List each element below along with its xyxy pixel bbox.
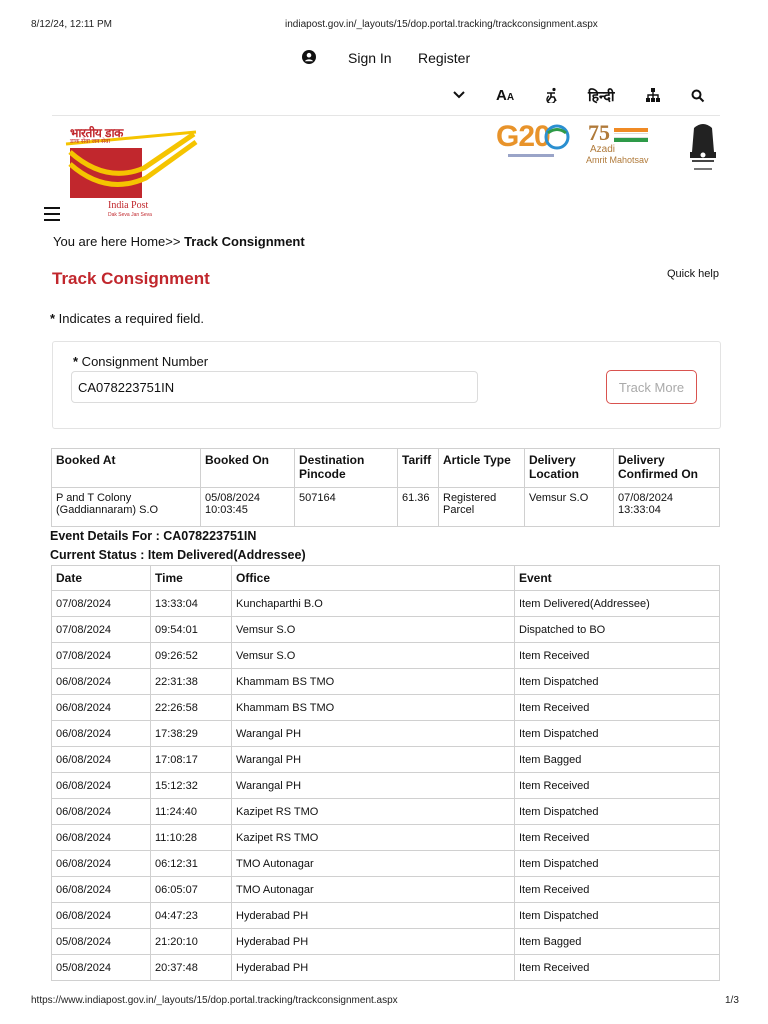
event-row	[52, 799, 720, 825]
event-time: 17:08:17	[151, 747, 232, 773]
g20-logo	[494, 120, 570, 164]
summary-header-cell: Destination Pincode	[295, 449, 398, 488]
header-divider	[52, 115, 720, 116]
event-date: 05/08/2024	[52, 955, 151, 981]
consignment-number-label	[73, 354, 208, 369]
account-icon[interactable]	[302, 50, 316, 64]
azadi-number: 75	[588, 120, 610, 145]
event-description: Item Received	[515, 825, 720, 851]
required-asterisk: *	[50, 311, 56, 326]
event-details-table	[51, 565, 720, 981]
register-link[interactable]: Register	[418, 50, 471, 66]
event-description: Item Delivered(Addressee)	[515, 591, 720, 617]
azadi-stripe-green	[614, 138, 648, 142]
text-size-icon[interactable]	[496, 87, 514, 104]
summary-header-cell: Booked On	[201, 449, 295, 488]
event-date: 06/08/2024	[52, 695, 151, 721]
event-row	[52, 695, 720, 721]
text-size-label: A	[496, 87, 507, 104]
event-date: 06/08/2024	[52, 747, 151, 773]
event-row	[52, 929, 720, 955]
event-office: Vemsur S.O	[232, 617, 515, 643]
summary-header-cell: Delivery Confirmed On	[614, 449, 720, 488]
event-time: 13:33:04	[151, 591, 232, 617]
logo-caption-sub: Dak Seva Jan Seva	[108, 212, 152, 218]
print-footer-url: https://www.indiapost.gov.in/_layouts/15/dop.portal.tracking/trackconsignment.aspx	[31, 995, 398, 1006]
event-office: Kazipet RS TMO	[232, 825, 515, 851]
event-details-heading: Event Details For : CA078223751IN	[50, 529, 257, 543]
event-description: Item Bagged	[515, 747, 720, 773]
sign-in-link[interactable]: Sign In	[348, 50, 392, 66]
g20-subline	[508, 154, 554, 157]
summary-header-row	[52, 449, 720, 488]
summary-header-cell: Article Type	[439, 449, 525, 488]
event-office: Khammam BS TMO	[232, 695, 515, 721]
logo-caption: India Post	[108, 200, 149, 211]
event-office: Kazipet RS TMO	[232, 799, 515, 825]
event-row	[52, 903, 720, 929]
logo-hindi-sub: डाक सेवा जन सेवा	[70, 139, 111, 145]
consignment-number-input[interactable]	[71, 371, 478, 403]
event-date: 06/08/2024	[52, 773, 151, 799]
azadi-line2: Amrit Mahotsav	[586, 155, 649, 165]
summary-cell: 07/08/2024 13:33:04	[614, 488, 720, 527]
national-emblem-icon	[684, 122, 722, 178]
event-time: 11:10:28	[151, 825, 232, 851]
event-time: 20:37:48	[151, 955, 232, 981]
event-description: Item Dispatched	[515, 669, 720, 695]
event-office: Warangal PH	[232, 773, 515, 799]
event-time: 22:31:38	[151, 669, 232, 695]
breadcrumb-prefix: You are here Home>>	[53, 234, 185, 249]
event-row	[52, 825, 720, 851]
event-date: 07/08/2024	[52, 643, 151, 669]
accessibility-icon[interactable]	[544, 87, 560, 103]
event-description: Item Received	[515, 773, 720, 799]
required-field-note	[50, 311, 204, 326]
event-row	[52, 747, 720, 773]
events-body	[52, 591, 720, 981]
event-date: 07/08/2024	[52, 617, 151, 643]
events-header-cell: Date	[52, 566, 151, 591]
event-time: 09:26:52	[151, 643, 232, 669]
current-status: Current Status : Item Delivered(Addressee)	[50, 548, 306, 562]
events-header-cell: Time	[151, 566, 232, 591]
summary-cell: 05/08/2024 10:03:45	[201, 488, 295, 527]
summary-header-cell: Delivery Location	[525, 449, 614, 488]
event-time: 04:47:23	[151, 903, 232, 929]
required-asterisk: *	[73, 354, 79, 369]
summary-header-cell: Booked At	[52, 449, 201, 488]
azadi-line1: Azadi	[590, 144, 616, 155]
summary-cell: Vemsur S.O	[525, 488, 614, 527]
event-time: 22:26:58	[151, 695, 232, 721]
summary-cell: 61.36	[398, 488, 439, 527]
event-date: 06/08/2024	[52, 669, 151, 695]
hamburger-line	[44, 207, 60, 209]
event-office: Hyderabad PH	[232, 929, 515, 955]
summary-cell: P and T Colony (Gaddiannaram) S.O	[52, 488, 201, 527]
event-description: Item Dispatched	[515, 721, 720, 747]
event-date: 06/08/2024	[52, 851, 151, 877]
print-url: indiapost.gov.in/_layouts/15/dop.portal.tracking/trackconsignment.aspx	[285, 19, 598, 30]
event-time: 06:12:31	[151, 851, 232, 877]
page-title: Track Consignment	[52, 269, 210, 288]
event-office: Kunchaparthi B.O	[232, 591, 515, 617]
summary-cell: Registered Parcel	[439, 488, 525, 527]
event-row	[52, 617, 720, 643]
summary-row	[52, 488, 720, 527]
print-page-number: 1/3	[725, 995, 739, 1006]
event-row	[52, 773, 720, 799]
hamburger-line	[44, 213, 60, 215]
event-row	[52, 591, 720, 617]
required-note-text: Indicates a required field.	[55, 311, 204, 326]
g20-label: G20	[496, 120, 550, 153]
event-office: TMO Autonagar	[232, 877, 515, 903]
g20-globe-icon	[544, 124, 570, 150]
event-description: Item Bagged	[515, 929, 720, 955]
sitemap-icon[interactable]	[645, 87, 661, 103]
event-description: Item Received	[515, 695, 720, 721]
events-header-cell: Event	[515, 566, 720, 591]
event-description: Item Dispatched	[515, 903, 720, 929]
event-row	[52, 851, 720, 877]
azadi-ka-amrit-mahotsav-logo	[584, 120, 662, 168]
event-office: Warangal PH	[232, 747, 515, 773]
summary-header-cell: Tariff	[398, 449, 439, 488]
event-row	[52, 721, 720, 747]
event-row	[52, 877, 720, 903]
event-office: Khammam BS TMO	[232, 669, 515, 695]
event-date: 06/08/2024	[52, 903, 151, 929]
breadcrumb	[53, 234, 305, 249]
event-office: Hyderabad PH	[232, 903, 515, 929]
event-row	[52, 643, 720, 669]
event-description: Item Dispatched	[515, 799, 720, 825]
event-office: TMO Autonagar	[232, 851, 515, 877]
event-description: Item Received	[515, 955, 720, 981]
events-header-row	[52, 566, 720, 591]
hamburger-line	[44, 219, 60, 221]
event-office: Warangal PH	[232, 721, 515, 747]
track-more-button[interactable]: Track More	[606, 370, 697, 404]
event-date: 05/08/2024	[52, 929, 151, 955]
booking-summary-table	[51, 448, 720, 527]
text-size-small-glyph: A	[506, 92, 515, 103]
print-date: 8/12/24, 12:11 PM	[31, 19, 112, 30]
event-office: Vemsur S.O	[232, 643, 515, 669]
event-time: 17:38:29	[151, 721, 232, 747]
event-time: 09:54:01	[151, 617, 232, 643]
event-date: 06/08/2024	[52, 877, 151, 903]
event-description: Item Received	[515, 877, 720, 903]
event-description: Dispatched to BO	[515, 617, 720, 643]
india-post-logo[interactable]	[52, 122, 198, 220]
event-date: 07/08/2024	[52, 591, 151, 617]
event-date: 06/08/2024	[52, 799, 151, 825]
logo-hindi-text: भारतीय डाक	[70, 126, 123, 140]
azadi-stripe-orange	[614, 128, 648, 132]
event-time: 11:24:40	[151, 799, 232, 825]
event-time: 06:05:07	[151, 877, 232, 903]
event-row	[52, 669, 720, 695]
event-date: 06/08/2024	[52, 721, 151, 747]
event-description: Item Received	[515, 643, 720, 669]
event-description: Item Dispatched	[515, 851, 720, 877]
events-header-cell: Office	[232, 566, 515, 591]
summary-cell: 507164	[295, 488, 398, 527]
event-date: 06/08/2024	[52, 825, 151, 851]
event-time: 15:12:32	[151, 773, 232, 799]
breadcrumb-current: Track Consignment	[184, 234, 305, 249]
event-time: 21:20:10	[151, 929, 232, 955]
hamburger-menu-icon[interactable]	[44, 207, 60, 221]
event-office: Hyderabad PH	[232, 955, 515, 981]
chevron-down-icon[interactable]	[452, 88, 466, 102]
search-icon[interactable]	[691, 89, 705, 103]
event-row	[52, 955, 720, 981]
hindi-language-link[interactable]: हिन्दी	[588, 88, 615, 104]
quick-help-link[interactable]: Quick help	[667, 268, 719, 280]
consignment-label-text: Consignment Number	[78, 354, 209, 369]
